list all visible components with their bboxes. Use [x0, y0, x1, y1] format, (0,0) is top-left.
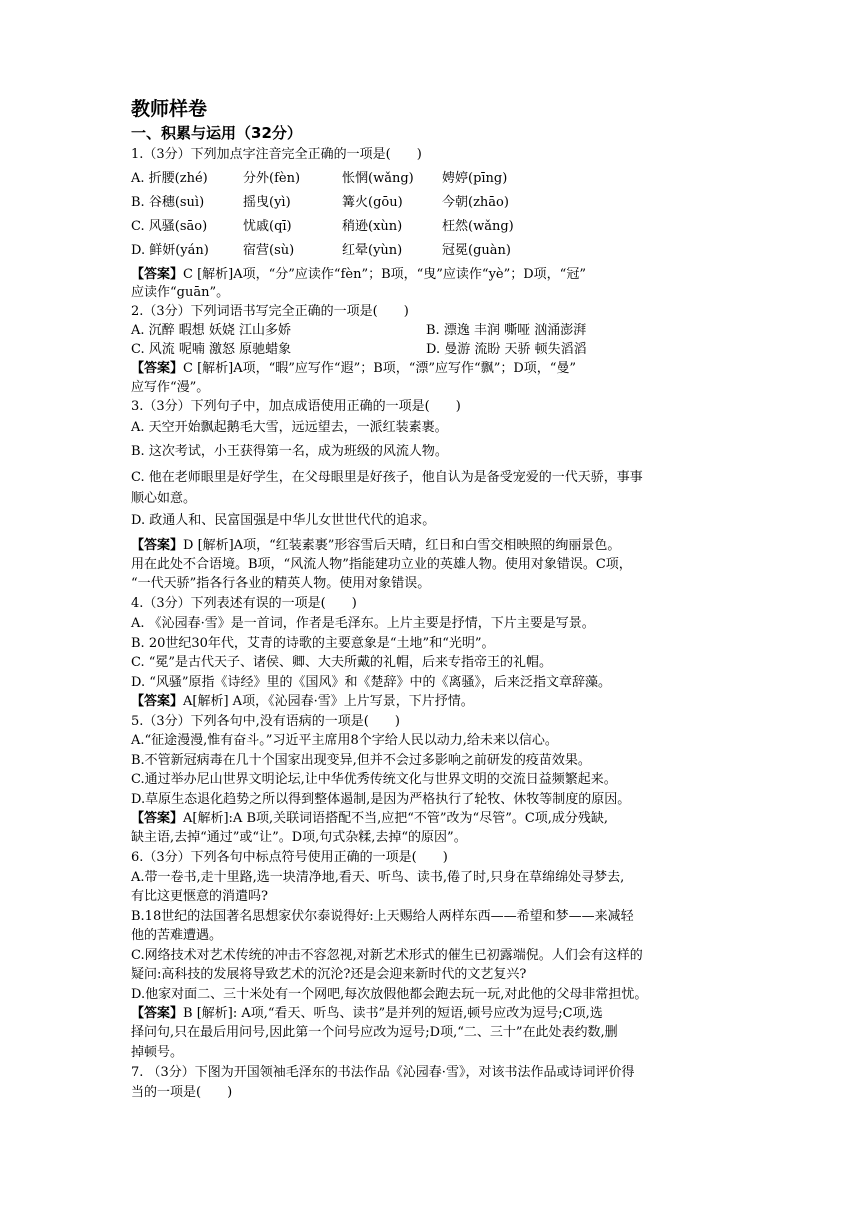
q6-option-d: D.他家对面二、三十米处有一个网吧,每次放假他都会跑去玩一玩,对此他的父母非常担忧。 — [131, 987, 648, 1002]
q3-option-c-cont: 顺心如意。 — [131, 491, 197, 506]
q3-option-d: D. 政通人和、民富国强是中华儿女世世代代的追求。 — [131, 513, 436, 528]
q4-answer-text: A[解析] A项，《沁园春·雪》上片写景，下片抒情。 — [183, 694, 474, 709]
q6-option-b: B.18世纪的法国著名思想家伏尔泰说得好:上天赐给人两样东西——希望和梦——来减轻 — [131, 909, 634, 924]
q2-answer — [131, 360, 576, 378]
q5-option-d: D.草原生态退化趋势之所以得到整体遏制,是因为严格执行了轮牧、休牧等制度的原因。 — [131, 792, 631, 807]
q5-option-b: B.不管新冠病毒在几十个国家出现变异,但并不会过多影响之前研发的疫苗效果。 — [131, 753, 591, 768]
q1-option-d-1: D. 鲜妍(yán) — [131, 243, 209, 258]
q6-option-a: A.带一卷书,走十里路,选一块清净地,看天、听鸟、读书,倦了时,只身在草绵绵处寻梦去, — [131, 870, 625, 885]
q6-option-b-cont: 他的苦难遭遇。 — [131, 928, 223, 943]
q1-answer-text: C [解析]A项，“分”应读作“fèn”；B项，“曳”应读作“yè”；D项，“冠” — [183, 267, 586, 282]
q2-answer-cont: 应写作“漫”。 — [131, 380, 210, 395]
q6-option-c: C.网络技术对艺术传统的冲击不容忽视,对新艺术形式的催生已初露端倪。人们会有这样的 — [131, 948, 643, 963]
q1-answer — [131, 266, 586, 284]
answer-label: 【答案】 — [131, 694, 184, 709]
q2-stem: 2.（3分）下列词语书写完全正确的一项是( ) — [131, 304, 409, 319]
section-title: 一、积累与运用（32分） — [131, 124, 302, 142]
q4-stem: 4.（3分）下列表述有误的一项是( ) — [131, 596, 357, 611]
q1-option-c-2: 忧戚(qī) — [243, 219, 292, 234]
q3-option-a: A. 天空开始飘起鹅毛大雪，远远望去，一派红装素裹。 — [131, 420, 448, 435]
q5-option-a: A.“征途漫漫,惟有奋斗。”习近平主席用8个字给人民以动力,给未来以信心。 — [131, 733, 558, 748]
q4-option-a: A. 《沁园春·雪》是一首词，作者是毛泽东。上片主要是抒情，下片主要是写景。 — [131, 616, 595, 631]
q4-answer — [131, 693, 474, 711]
answer-label: 【答案】 — [131, 267, 184, 282]
q1-answer-cont: 应读作“guān”。 — [131, 285, 230, 300]
q6-option-c-cont: 疑问:高科技的发展将导致艺术的沉沦?还是会迎来新时代的文艺复兴? — [131, 967, 527, 982]
q1-option-a-3: 怅惘(wǎng) — [342, 171, 414, 186]
q2-option-b: B. 漂逸 丰润 嘶哑 汹涌澎湃 — [426, 323, 587, 338]
q1-stem: 1.（3分）下列加点字注音完全正确的一项是( ) — [131, 147, 422, 162]
q3-option-b: B. 这次考试，小王获得第一名，成为班级的风流人物。 — [131, 444, 448, 459]
q3-answer — [131, 537, 620, 555]
q5-answer-text: A[解析]:A B项,关联词语搭配不当,应把“不管”改为“尽管”。C项,成分残缺, — [183, 811, 609, 826]
q6-stem: 6.（3分）下列各句中标点符号使用正确的一项是( ) — [131, 850, 448, 865]
answer-label: 【答案】 — [131, 1006, 184, 1021]
q6-answer-cont-2: 掉顿号。 — [131, 1045, 184, 1060]
q2-option-c: C. 风流 呢喃 激怒 原驰蜡象 — [131, 342, 292, 357]
q4-option-d: D. “风骚”原指《诗经》里的《国风》和《楚辞》中的《离骚》，后来泛指文章辞藻。 — [131, 675, 612, 690]
q1-option-b-3: 篝火(gōu) — [342, 195, 403, 210]
q1-option-c-3: 稍逊(xùn) — [342, 219, 403, 234]
doc-title: 教师样卷 — [131, 98, 208, 120]
q1-option-d-3: 红晕(yùn) — [342, 243, 403, 258]
q1-option-b-1: B. 谷穗(suì) — [131, 195, 205, 210]
q6-answer — [131, 1005, 603, 1023]
q1-option-d-4: 冠冕(guàn) — [442, 243, 511, 258]
q5-answer-cont: 缺主语,去掉“通过”或“让”。D项,句式杂糅,去掉“的原因”。 — [131, 830, 467, 845]
q3-answer-text: D [解析]A项，“红装素裹”形容雪后天晴，红日和白雪交相映照的绚丽景色。 — [183, 538, 621, 553]
q3-stem: 3.（3分）下列句子中，加点成语使用正确的一项是( ) — [131, 399, 461, 414]
q4-option-b: B. 20世纪30年代，艾青的诗歌的主要意象是“土地”和“光明”。 — [131, 636, 495, 651]
q7-stem: 7. （3分）下图为开国领袖毛泽东的书法作品《沁园春·雪》，对该书法作品或诗词评价得 — [131, 1065, 635, 1080]
q6-answer-text: B [解析]: A项,“看天、听鸟、读书”是并列的短语,顿号应改为逗号;C项,选 — [183, 1006, 603, 1021]
q1-option-b-4: 今朝(zhāo) — [442, 195, 509, 210]
q1-option-d-2: 宿营(sù) — [243, 243, 295, 258]
q1-option-a-2: 分外(fèn) — [243, 171, 301, 186]
q5-answer — [131, 810, 608, 828]
q7-stem-cont: 当的一项是( ) — [131, 1085, 233, 1100]
answer-label: 【答案】 — [131, 811, 184, 826]
answer-label: 【答案】 — [131, 538, 184, 553]
q6-answer-cont-1: 择问句,只在最后用问号,因此第一个问号应改为逗号;D项,“二、三十”在此处表约数,删 — [131, 1025, 618, 1040]
q4-option-c: C. “冕”是古代天子、诸侯、卿、大夫所戴的礼帽，后来专指帝王的礼帽。 — [131, 655, 553, 670]
q3-answer-cont-1: 用在此处不合语境。B项，“风流人物”指能建功立业的英雄人物。使用对象错误。C项， — [131, 557, 632, 572]
q1-option-c-4: 枉然(wǎng) — [442, 219, 514, 234]
q1-option-a-1: A. 折腰(zhé) — [131, 171, 208, 186]
q2-option-d: D. 曼游 流盼 天骄 顿失滔滔 — [426, 342, 587, 357]
q1-option-c-1: C. 风骚(sāo) — [131, 219, 208, 234]
q1-option-a-4: 娉婷(pīng) — [442, 171, 508, 186]
q3-option-c: C. 他在老师眼里是好学生，在父母眼里是好孩子，他自认为是备受宠爱的一代天骄，事事 — [131, 470, 643, 485]
q6-option-a-cont: 有比这更惬意的消遣吗? — [131, 889, 268, 904]
q3-answer-cont-2: “一代天骄”指各行各业的精英人物。使用对象错误。 — [131, 576, 431, 591]
answer-label: 【答案】 — [131, 361, 184, 376]
q1-option-b-2: 摇曳(yì) — [243, 195, 291, 210]
q5-stem: 5.（3分）下列各句中,没有语病的一项是( ) — [131, 714, 400, 729]
q5-option-c: C.通过举办尼山世界文明论坛,让中华优秀传统文化与世界文明的交流日益频繁起来。 — [131, 772, 617, 787]
q2-answer-text: C [解析]A项，“暇”应写作“遐”；B项，“漂”应写作“飘”；D项，“曼” — [183, 361, 577, 376]
q2-option-a: A. 沉醉 暇想 妖娆 江山多娇 — [131, 323, 292, 338]
